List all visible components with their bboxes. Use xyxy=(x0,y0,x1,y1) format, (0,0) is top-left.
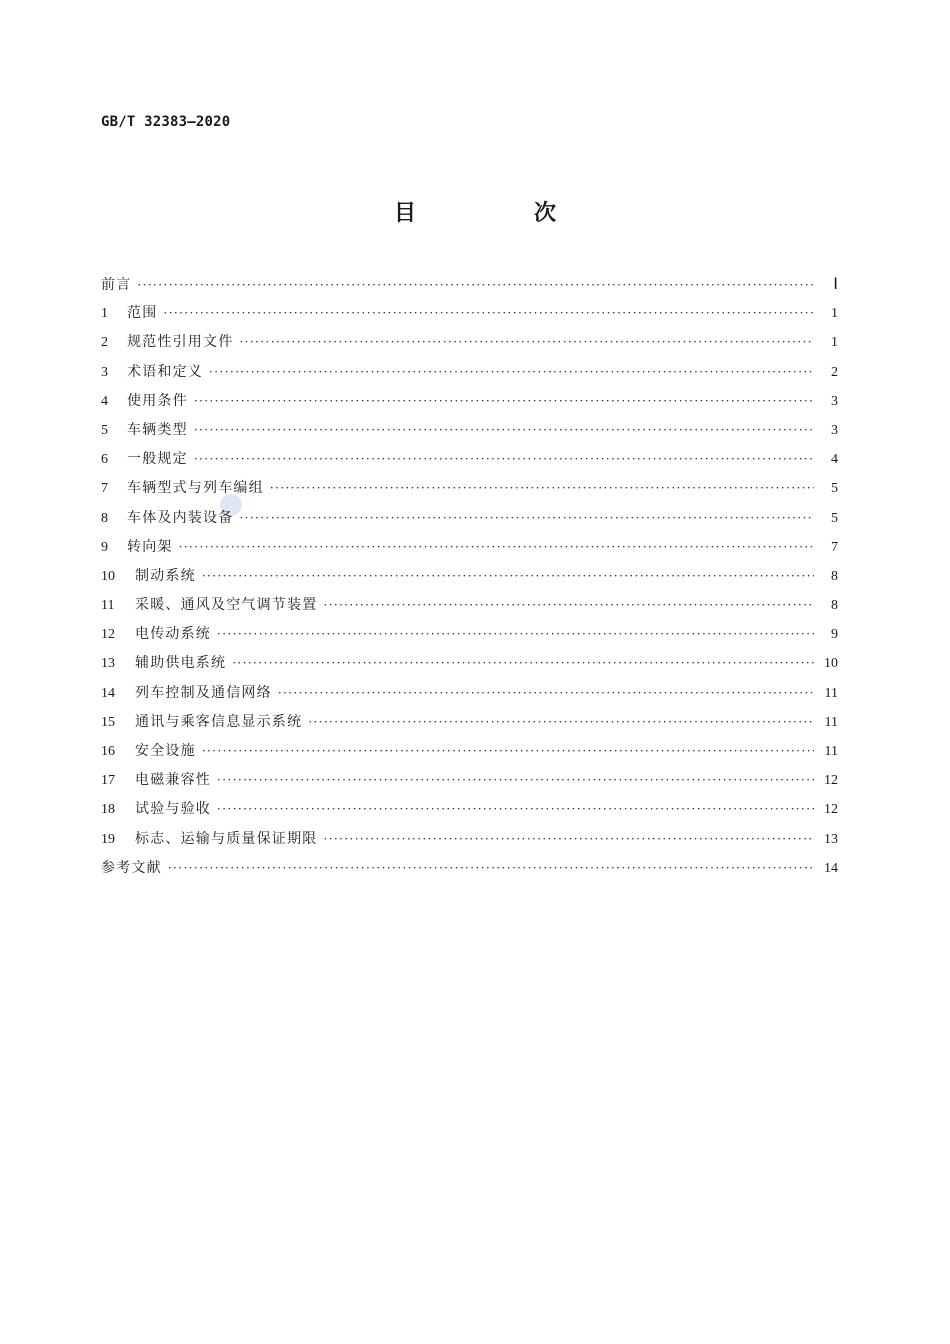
toc-entry-title: 车辆类型 xyxy=(127,421,188,438)
toc-entry[interactable] xyxy=(101,299,838,328)
toc-entry-title: 制动系统 xyxy=(135,567,196,584)
toc-leader-dots xyxy=(163,299,814,328)
toc-leader-dots xyxy=(194,445,814,474)
toc-leader-dots xyxy=(202,562,814,591)
toc-leader-dots xyxy=(217,795,814,824)
toc-entry-page: 2 xyxy=(831,364,838,380)
toc-entry-page: Ⅰ xyxy=(833,276,838,293)
toc-entry-number: 13 xyxy=(101,656,115,672)
toc-entry[interactable] xyxy=(101,445,838,474)
toc-entry-title: 规范性引用文件 xyxy=(127,334,234,351)
toc-entry[interactable] xyxy=(101,795,838,824)
toc-entry[interactable] xyxy=(101,533,838,562)
toc-entry-number: 8 xyxy=(101,510,108,526)
toc-entry[interactable] xyxy=(101,504,838,533)
toc-leader-dots xyxy=(209,358,814,387)
toc-leader-dots xyxy=(239,504,814,533)
toc-entry-references[interactable] xyxy=(101,854,838,883)
toc-entry-number: 18 xyxy=(101,802,115,818)
toc-entry-title: 术语和定义 xyxy=(127,363,203,380)
toc-entry-number: 12 xyxy=(101,627,115,643)
toc-entry-page: 13 xyxy=(824,831,838,847)
toc-entry-title: 前言 xyxy=(101,277,132,293)
toc-entry[interactable] xyxy=(101,358,838,387)
toc-leader-dots xyxy=(323,591,814,620)
toc-entry-number: 11 xyxy=(101,598,115,614)
toc-entry-page: 5 xyxy=(831,510,838,526)
toc-entry-number: 7 xyxy=(101,481,108,497)
toc-entry-title: 安全设施 xyxy=(135,743,196,759)
toc-entry-title: 转向架 xyxy=(127,538,173,555)
toc-entry-number: 1 xyxy=(101,306,108,322)
toc-entry-number: 3 xyxy=(101,364,108,380)
toc-entry-title: 试验与验收 xyxy=(135,801,211,818)
toc-entry-number: 15 xyxy=(101,714,115,730)
toc-leader-dots xyxy=(194,416,814,445)
toc-entry-title: 辅助供电系统 xyxy=(135,655,227,672)
toc-entry-title: 范围 xyxy=(127,305,158,322)
toc-entry-title: 标志、运输与质量保证期限 xyxy=(135,830,318,847)
toc-entry-number: 6 xyxy=(101,452,108,468)
toc-entry[interactable] xyxy=(101,328,838,357)
toc-entry-foreword[interactable] xyxy=(101,270,838,299)
toc-leader-dots xyxy=(323,825,814,854)
toc-entry-page: 9 xyxy=(831,627,838,643)
toc-entry-title: 电磁兼容性 xyxy=(135,772,211,789)
toc-leader-dots xyxy=(217,620,814,649)
toc-entry-page: 8 xyxy=(831,568,838,584)
toc-entry-page: 11 xyxy=(824,714,838,730)
toc-leader-dots xyxy=(202,737,814,766)
toc-entry-page: 7 xyxy=(831,539,838,555)
toc-entry-number: 5 xyxy=(101,422,108,438)
toc-entry[interactable] xyxy=(101,708,838,737)
page-title: 目 次 xyxy=(393,201,604,226)
toc-leader-dots xyxy=(308,708,814,737)
toc-entry[interactable] xyxy=(101,387,838,416)
toc-leader-dots xyxy=(270,474,814,503)
toc-entry-page: 3 xyxy=(831,393,838,409)
toc-entry-title: 车体及内装设备 xyxy=(127,509,234,526)
toc-entry-page: 11 xyxy=(824,685,838,701)
toc-leader-dots xyxy=(239,328,814,357)
toc-entry[interactable] xyxy=(101,679,838,708)
toc-entry-number: 4 xyxy=(101,393,108,409)
toc-entry-page: 14 xyxy=(824,860,838,876)
toc-entry-title: 车辆型式与列车编组 xyxy=(127,480,264,497)
toc-entry-title: 列车控制及通信网络 xyxy=(135,684,272,701)
toc-entry[interactable] xyxy=(101,766,838,795)
toc-entry-page: 12 xyxy=(824,802,838,818)
toc-entry-number: 14 xyxy=(101,685,115,701)
toc-entry[interactable] xyxy=(101,620,838,649)
toc-entry-number: 16 xyxy=(101,744,115,759)
toc-entry[interactable] xyxy=(101,562,838,591)
toc-entry-title: 一般规定 xyxy=(127,451,188,468)
toc-entry[interactable] xyxy=(101,649,838,678)
toc-entry-title: 使用条件 xyxy=(127,392,188,409)
toc-entry[interactable] xyxy=(101,474,838,503)
toc-entry-page: 3 xyxy=(831,422,838,438)
toc-entry-title: 通讯与乘客信息显示系统 xyxy=(135,713,303,730)
toc-entry-page: 5 xyxy=(831,481,838,497)
toc-entry-title: 电传动系统 xyxy=(135,626,211,643)
toc-entry-page: 1 xyxy=(831,335,838,351)
toc-leader-dots xyxy=(179,533,814,562)
toc-leader-dots xyxy=(194,387,814,416)
toc-entry-number: 17 xyxy=(101,773,115,789)
toc-leader-dots xyxy=(217,766,814,795)
toc-entry[interactable] xyxy=(101,591,838,620)
standard-code: GB/T 32383—2020 xyxy=(101,114,231,130)
toc-leader-dots xyxy=(278,679,814,708)
toc-leader-dots xyxy=(137,271,814,300)
table-of-contents xyxy=(101,270,838,883)
toc-entry-number: 9 xyxy=(101,539,108,555)
toc-entry-number: 2 xyxy=(101,335,108,351)
toc-entry-number: 10 xyxy=(101,568,115,584)
toc-entry-page: 11 xyxy=(824,744,838,759)
toc-entry-number: 19 xyxy=(101,831,115,847)
toc-entry-page: 4 xyxy=(831,452,838,468)
toc-entry-title: 采暖、通风及空气调节装置 xyxy=(135,597,318,614)
toc-entry-page: 1 xyxy=(831,306,838,322)
toc-entry-page: 10 xyxy=(824,656,838,672)
toc-entry[interactable] xyxy=(101,825,838,854)
toc-leader-dots xyxy=(232,649,814,678)
toc-leader-dots xyxy=(168,854,814,883)
toc-entry-title: 参考文献 xyxy=(101,859,162,876)
toc-entry-page: 8 xyxy=(831,598,838,614)
toc-entry-page: 12 xyxy=(824,773,838,789)
toc-entry[interactable] xyxy=(101,416,838,445)
toc-entry[interactable] xyxy=(101,737,838,766)
